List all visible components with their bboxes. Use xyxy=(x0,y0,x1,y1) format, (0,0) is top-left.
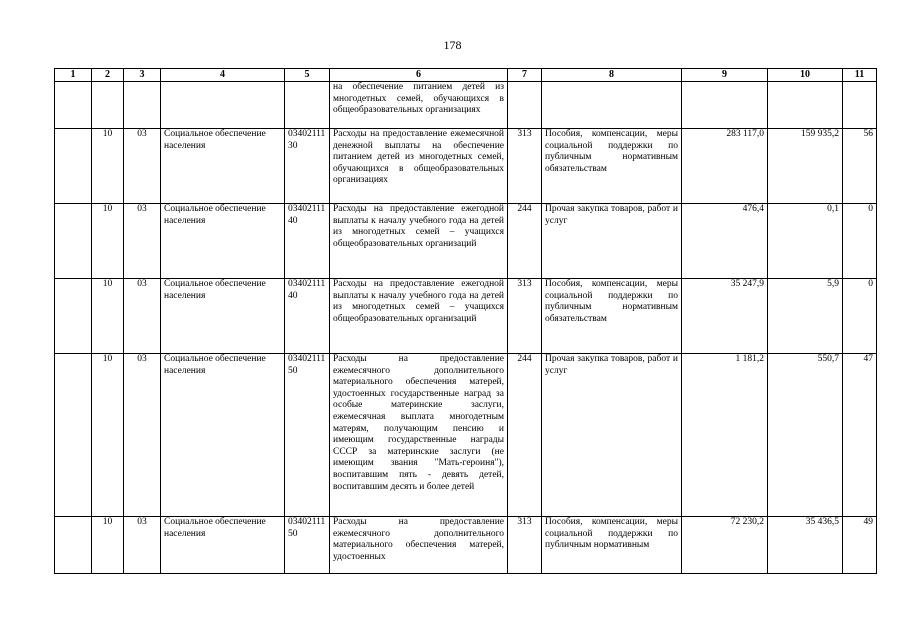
expense-type-name: Пособия, компенсации, меры социальной поддержки по публичным нормативным обязательствам xyxy=(542,279,682,354)
header-cell: 10 xyxy=(768,69,843,82)
expense-type-name: Прочая закупка товаров, работ и услуг xyxy=(542,204,682,279)
table-cell xyxy=(55,279,92,354)
section-name: Социальное обеспечение населения xyxy=(161,279,285,354)
section-code: 10 xyxy=(92,517,124,574)
target-code: 0340211140 xyxy=(285,204,330,279)
subsection-code: 03 xyxy=(124,354,161,517)
percent-executed: 56 xyxy=(843,129,877,204)
table-cell xyxy=(55,517,92,574)
subsection-code: 03 xyxy=(124,204,161,279)
table-cell xyxy=(285,82,330,129)
header-cell: 4 xyxy=(161,69,285,82)
table-cell xyxy=(508,82,542,129)
header-cell: 8 xyxy=(542,69,682,82)
amount-actual: 5,9 xyxy=(768,279,843,354)
table-row xyxy=(55,129,877,204)
expense-type-name: Пособия, компенсации, меры социальной поддержки по публичным нормативным обязательствам xyxy=(542,129,682,204)
expense-type-code: 313 xyxy=(508,279,542,354)
budget-table xyxy=(54,68,877,574)
subsection-code: 03 xyxy=(124,129,161,204)
expense-description: Расходы на предоставление ежемесячного дополнительного материального обеспечения матерей, удостоенных государственные наград за особые материнские заслуги, ежемесячная выплата многодетным матерям, получающим пенсию и имеющим государственные награды СССР за материнские заслуги (не имеющим звания "Мать-героиня"), воспитавшим пять - девять детей, воспитавшим десять и более детей xyxy=(330,354,508,517)
section-name: Социальное обеспечение населения xyxy=(161,204,285,279)
target-code: 0340211130 xyxy=(285,129,330,204)
table-row xyxy=(55,517,877,574)
section-code: 10 xyxy=(92,354,124,517)
table-row-continuation xyxy=(55,82,877,129)
expense-type-name: Пособия, компенсации, меры социальной поддержки по публичным нормативным xyxy=(542,517,682,574)
table-cell xyxy=(55,204,92,279)
expense-description: Расходы на предоставление ежегодной выплаты к началу учебного года на детей из многодетных семей – учащихся общеобразовательных организаций xyxy=(330,204,508,279)
table-cell xyxy=(55,129,92,204)
expense-type-code: 313 xyxy=(508,517,542,574)
table-row xyxy=(55,204,877,279)
section-name: Социальное обеспечение населения xyxy=(161,129,285,204)
section-code: 10 xyxy=(92,129,124,204)
table-cell xyxy=(92,82,124,129)
expense-description: Расходы на предоставление ежегодной выплаты к началу учебного года на детей из многодетных семей – учащихся общеобразовательных организаций xyxy=(330,279,508,354)
header-cell: 7 xyxy=(508,69,542,82)
expense-type-code: 313 xyxy=(508,129,542,204)
percent-executed: 49 xyxy=(843,517,877,574)
amount-plan: 476,4 xyxy=(682,204,768,279)
page-number: 178 xyxy=(443,38,462,52)
subsection-code: 03 xyxy=(124,279,161,354)
header-cell: 6 xyxy=(330,69,508,82)
header-cell: 2 xyxy=(92,69,124,82)
header-row xyxy=(55,69,877,82)
percent-executed: 0 xyxy=(843,279,877,354)
header-cell: 9 xyxy=(682,69,768,82)
target-code: 0340211150 xyxy=(285,354,330,517)
amount-actual: 550,7 xyxy=(768,354,843,517)
target-code: 0340211140 xyxy=(285,279,330,354)
expense-description: Расходы на предоставление ежемесячной денежной выплаты на обеспечение питанием детей из многодетных семей, обучающихся в общеобразовательных организациях xyxy=(330,129,508,204)
amount-plan: 72 230,2 xyxy=(682,517,768,574)
amount-plan: 1 181,2 xyxy=(682,354,768,517)
table-row xyxy=(55,354,877,517)
table-cell xyxy=(55,82,92,129)
table-cell xyxy=(682,82,768,129)
expense-type-code: 244 xyxy=(508,204,542,279)
table-row xyxy=(55,279,877,354)
section-name: Социальное обеспечение населения xyxy=(161,517,285,574)
table-cell xyxy=(55,354,92,517)
table-cell xyxy=(843,82,877,129)
table-cell xyxy=(542,82,682,129)
table-cell xyxy=(768,82,843,129)
table-cell xyxy=(124,82,161,129)
amount-plan: 283 117,0 xyxy=(682,129,768,204)
header-cell: 11 xyxy=(843,69,877,82)
section-code: 10 xyxy=(92,204,124,279)
table-cell xyxy=(161,82,285,129)
amount-plan: 35 247,9 xyxy=(682,279,768,354)
header-cell: 3 xyxy=(124,69,161,82)
amount-actual: 35 436,5 xyxy=(768,517,843,574)
percent-executed: 0 xyxy=(843,204,877,279)
target-code: 0340211150 xyxy=(285,517,330,574)
percent-executed: 47 xyxy=(843,354,877,517)
amount-actual: 0,1 xyxy=(768,204,843,279)
header-cell: 5 xyxy=(285,69,330,82)
expense-type-name: Прочая закупка товаров, работ и услуг xyxy=(542,354,682,517)
expense-description: на обеспечение питанием детей из многодетных семей, обучающихся в общеобразовательных организациях xyxy=(330,82,508,129)
amount-actual: 159 935,2 xyxy=(768,129,843,204)
section-code: 10 xyxy=(92,279,124,354)
section-name: Социальное обеспечение населения xyxy=(161,354,285,517)
subsection-code: 03 xyxy=(124,517,161,574)
expense-description: Расходы на предоставление ежемесячного дополнительного материального обеспечения матерей, удостоенных xyxy=(330,517,508,574)
header-cell: 1 xyxy=(55,69,92,82)
expense-type-code: 244 xyxy=(508,354,542,517)
